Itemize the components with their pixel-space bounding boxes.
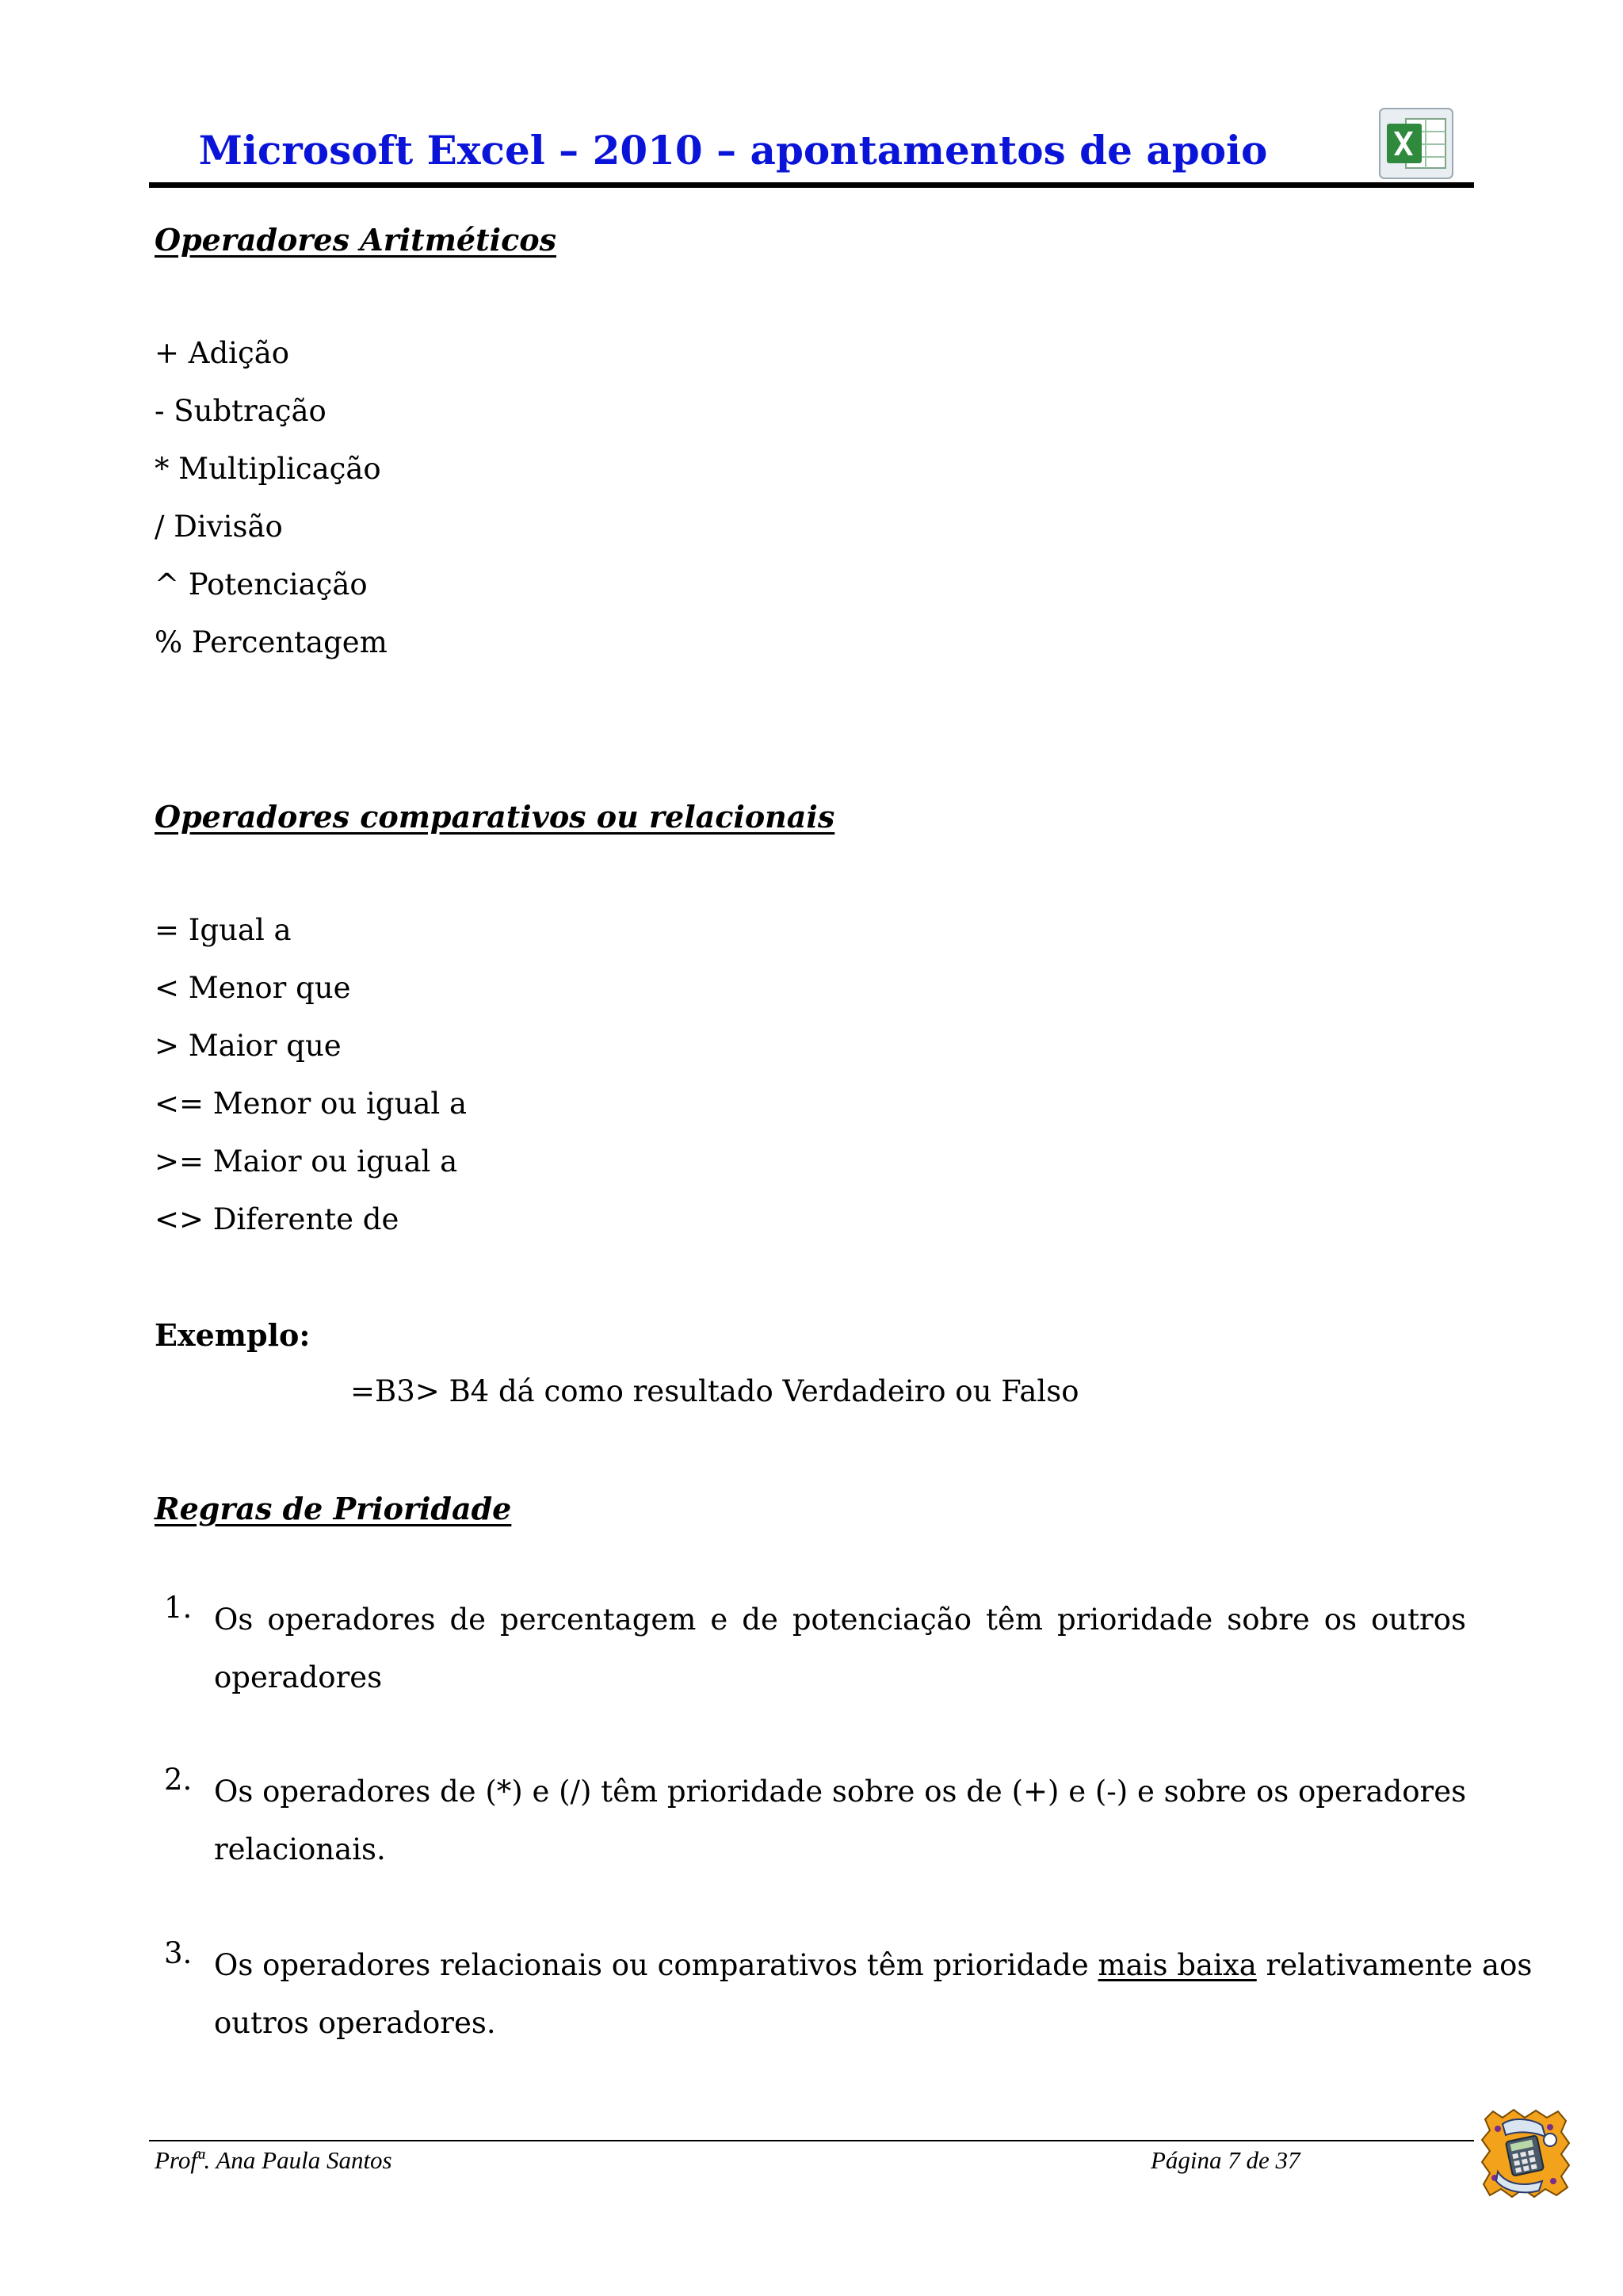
rule-text-pre: Os operadores relacionais ou comparativos têm prioridade bbox=[214, 1948, 1098, 1982]
rule-text-underlined: mais baixa bbox=[1098, 1948, 1257, 1982]
comparative-item-less-equal: <= Menor ou igual a bbox=[155, 1087, 468, 1121]
arithmetic-item-addition: + Adição bbox=[155, 336, 290, 370]
rule-text-line1: Os operadores de (*) e (/) têm prioridade sobre os de (+) e (-) e sobre os operadores bbox=[214, 1775, 1467, 1809]
rule-text-line1 bbox=[214, 1936, 1533, 1994]
rule-text-post: relativamente aos bbox=[1256, 1948, 1533, 1982]
example-text: =B3> B4 dá como resultado Verdadeiro ou Falso bbox=[350, 1374, 1079, 1408]
comparative-heading: Operadores comparativos ou relacionais bbox=[155, 799, 835, 835]
page-header-title: Microsoft Excel – 2010 – apontamentos de apoio bbox=[198, 127, 1268, 174]
footer-author: Profª. Ana Paula Santos bbox=[155, 2146, 392, 2174]
header-rule bbox=[149, 182, 1474, 188]
rule-text-line2: operadores bbox=[214, 1660, 383, 1694]
rule-text-line2: relacionais. bbox=[214, 1832, 386, 1866]
footer-page-number: Página 7 de 37 bbox=[1151, 2146, 1300, 2174]
comparative-item-greater-equal: >= Maior ou igual a bbox=[155, 1144, 458, 1179]
priority-heading: Regras de Prioridade bbox=[155, 1491, 512, 1526]
rule-number: 2. bbox=[164, 1763, 193, 1797]
footer-rule bbox=[149, 2140, 1474, 2141]
comparative-item-different: <> Diferente de bbox=[155, 1202, 399, 1236]
rule-text-line2: outros operadores. bbox=[214, 2006, 496, 2040]
arithmetic-item-power: ^ Potenciação bbox=[155, 567, 368, 602]
comparative-item-less: < Menor que bbox=[155, 971, 351, 1005]
arithmetic-item-percentage: % Percentagem bbox=[155, 625, 388, 659]
comparative-item-greater: > Maior que bbox=[155, 1029, 342, 1063]
calculator-clipart-icon bbox=[1479, 2108, 1571, 2199]
rule-text-line1: Os operadores de percentagem e de potenciação têm prioridade sobre os outros bbox=[214, 1603, 1466, 1637]
arithmetic-item-subtraction: - Subtração bbox=[155, 394, 327, 428]
comparative-item-equal: = Igual a bbox=[155, 913, 292, 947]
arithmetic-item-division: / Divisão bbox=[155, 510, 283, 544]
excel-logo-icon bbox=[1379, 108, 1453, 179]
rule-number: 3. bbox=[164, 1936, 193, 1970]
arithmetic-item-multiplication: * Multiplicação bbox=[155, 452, 381, 486]
rule-number: 1. bbox=[164, 1591, 193, 1625]
arithmetic-heading: Operadores Aritméticos bbox=[155, 222, 556, 258]
example-label: Exemplo: bbox=[155, 1317, 311, 1353]
